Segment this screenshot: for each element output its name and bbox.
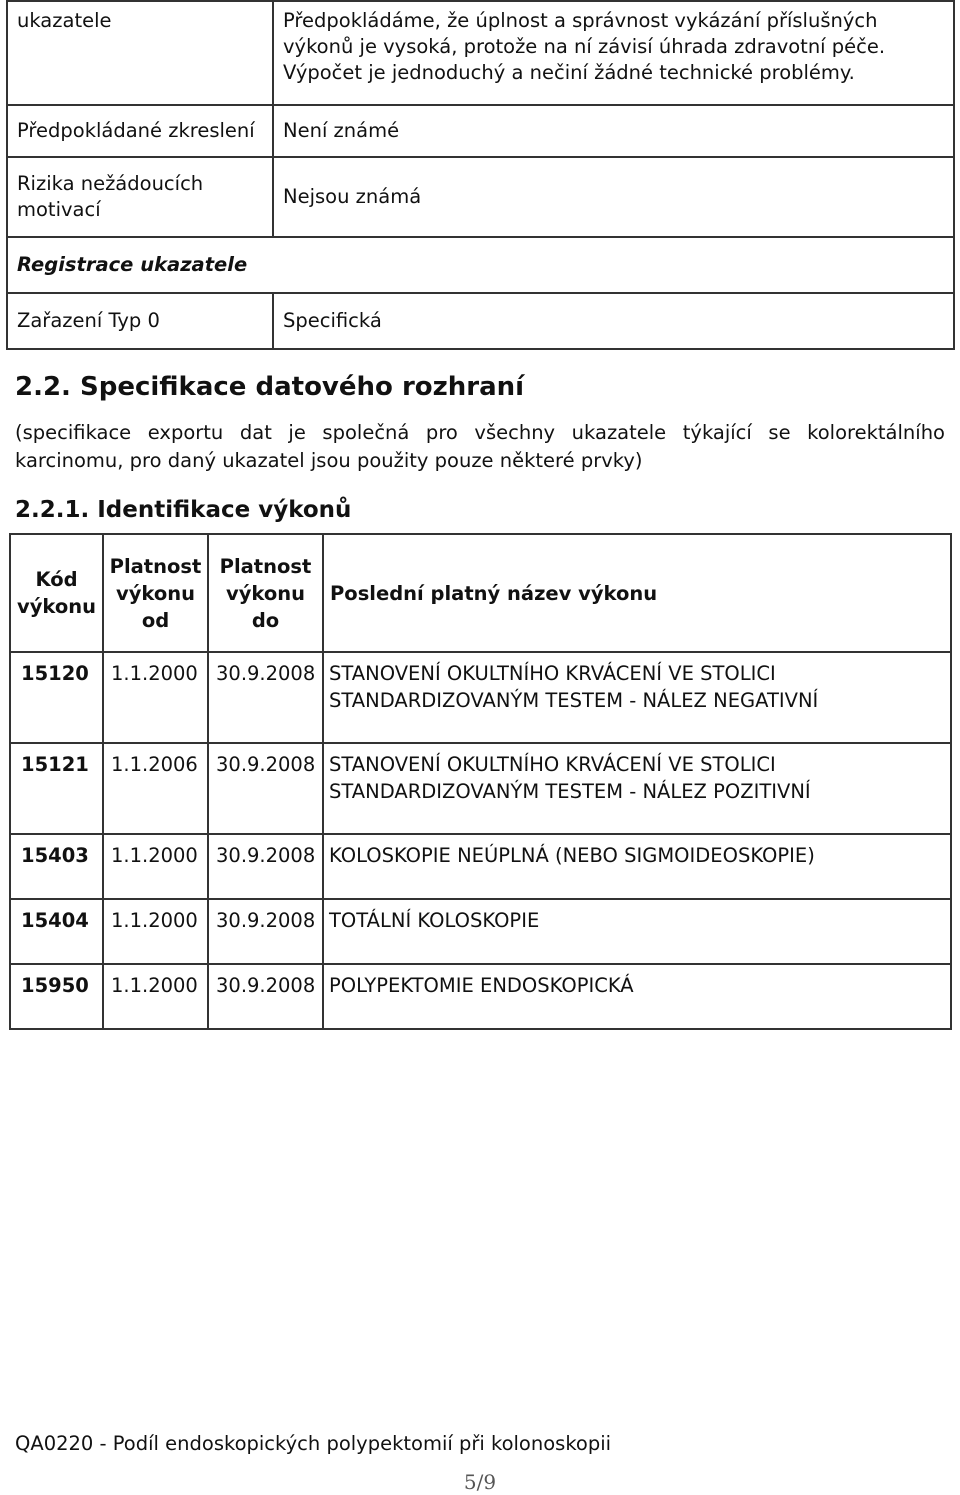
- indicator-value: Není známé: [273, 105, 954, 157]
- procedure-name: KOLOSKOPIE NEÚPLNÁ (NEBO SIGMOIDEOSKOPIE): [323, 834, 951, 899]
- procedure-code: 15121: [10, 743, 103, 834]
- valid-to: 30.9.2008: [208, 964, 323, 1029]
- valid-from: 1.1.2006: [103, 743, 208, 834]
- registration-heading: Registrace ukazatele: [7, 237, 954, 293]
- procedure-code: 15950: [10, 964, 103, 1029]
- indicator-label: ukazatele: [7, 1, 273, 105]
- section-heading: 2.2. Specifikace datového rozhraní: [15, 372, 525, 402]
- section-description: (specifikace exportu dat je společná pro všechny ukazatele týkající se kolorektálního karcinomu, pro daný ukazatel jsou použity pouze některé prvky): [15, 421, 945, 472]
- table-row: [10, 743, 951, 834]
- valid-to: 30.9.2008: [208, 652, 323, 743]
- valid-from: 1.1.2000: [103, 899, 208, 964]
- indicator-label: Zařazení Typ 0: [7, 293, 273, 349]
- indicator-label: Rizika nežádoucích motivací: [7, 157, 273, 237]
- procedure-code: 15120: [10, 652, 103, 743]
- indicator-row: [7, 1, 954, 105]
- indicator-row: [7, 293, 954, 349]
- valid-to: 30.9.2008: [208, 743, 323, 834]
- indicator-value: Nejsou známá: [273, 157, 954, 237]
- table-header-row: [10, 534, 951, 652]
- column-header-valid-to: Platnost výkonu do: [208, 534, 323, 652]
- footer-title: QA0220 - Podíl endoskopických polypektomií při kolonoskopii: [15, 1432, 612, 1455]
- page-number: 5/9: [463, 1470, 497, 1494]
- indicator-row: [7, 157, 954, 237]
- procedure-name: STANOVENÍ OKULTNÍHO KRVÁCENÍ VE STOLICI STANDARDIZOVANÝM TESTEM - NÁLEZ NEGATIVNÍ: [323, 652, 951, 743]
- indicator-table: [6, 0, 955, 350]
- valid-from: 1.1.2000: [103, 834, 208, 899]
- table-row: [10, 899, 951, 964]
- valid-from: 1.1.2000: [103, 652, 208, 743]
- procedure-code: 15403: [10, 834, 103, 899]
- procedure-name: TOTÁLNÍ KOLOSKOPIE: [323, 899, 951, 964]
- subsection-heading: 2.2.1. Identifikace výkonů: [15, 497, 352, 523]
- indicator-value: Specifická: [273, 293, 954, 349]
- table-row: [10, 964, 951, 1029]
- procedure-code: 15404: [10, 899, 103, 964]
- procedures-table: [9, 533, 952, 1030]
- valid-to: 30.9.2008: [208, 834, 323, 899]
- valid-from: 1.1.2000: [103, 964, 208, 1029]
- indicator-value: Předpokládáme, že úplnost a správnost vykázání příslušných výkonů je vysoká, protože na ní závisí úhrada zdravotní péče. Výpočet je jednoduchý a nečiní žádné technické problémy.: [273, 1, 954, 105]
- table-row: [10, 834, 951, 899]
- column-header-code: Kód výkonu: [10, 534, 103, 652]
- valid-to: 30.9.2008: [208, 899, 323, 964]
- indicator-row: [7, 105, 954, 157]
- indicator-label: Předpokládané zkreslení: [7, 105, 273, 157]
- procedure-name: POLYPEKTOMIE ENDOSKOPICKÁ: [323, 964, 951, 1029]
- column-header-name: Poslední platný název výkonu: [323, 534, 951, 652]
- procedure-name: STANOVENÍ OKULTNÍHO KRVÁCENÍ VE STOLICI STANDARDIZOVANÝM TESTEM - NÁLEZ POZITIVNÍ: [323, 743, 951, 834]
- table-row: [10, 652, 951, 743]
- indicator-section-row: [7, 237, 954, 293]
- column-header-valid-from: Platnost výkonu od: [103, 534, 208, 652]
